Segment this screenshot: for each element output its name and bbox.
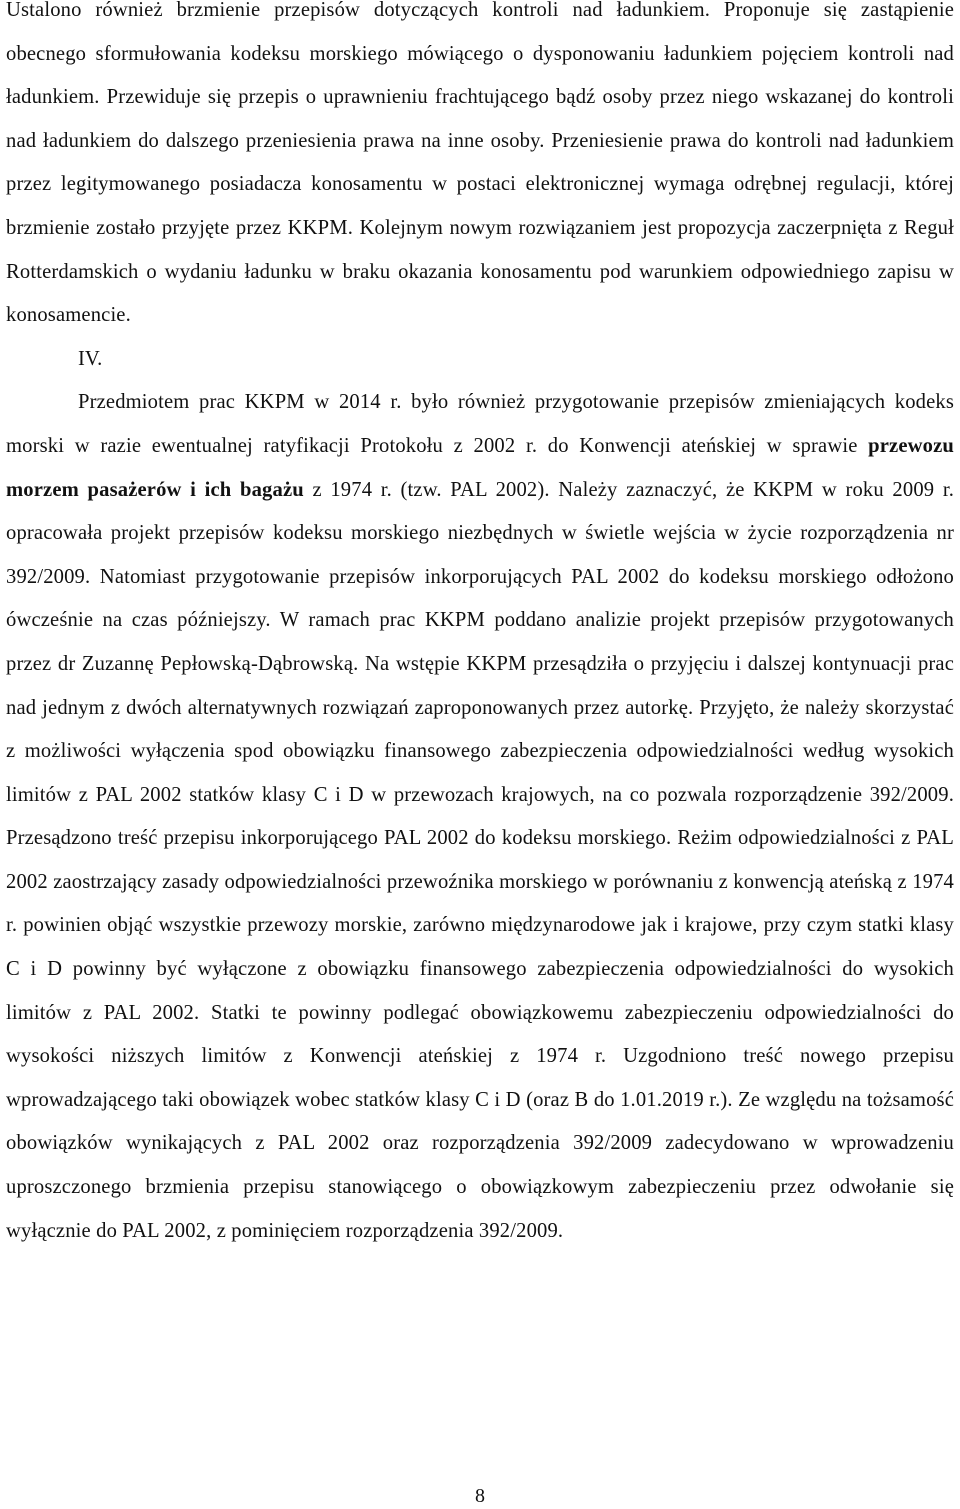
paragraph-pal-2002-rest: z 1974 r. (tzw. PAL 2002). Należy zaznaczyć, że KKPM w roku 2009 r. opracowała projekt przepisów kodeksu morskiego niezbędnych w świetle wejścia w życie rozporządzenia nr 392/2009. Natomiast przygotowanie przepisów inkorporujących PAL 2002 do kodeksu morskiego odłożono ówcześnie na czas późniejszy. W ramach prac KKPM poddano analizie projekt przepisów przygotowanych przez dr Zuzannę Pepłowską-Dąbrowską. Na wstępie KKPM przesądziła o przyjęciu i dalszej kontynuacji prac nad jednym z dwóch alternatywnych rozwiązań zaproponowanych przez autorkę. Przyjęto, że należy skorzystać z możliwości wyłączenia spod obowiązku finansowego zabezpieczenia odpowiedzialności według wysokich limitów z PAL 2002 statków klasy C i D w przewozach krajowych, na co pozwala rozporządzenie 392/2009. Przesądzono treść przepisu inkorporującego PAL 2002 do kodeksu morskiego. Reżim odpowiedzialności z PAL 2002 zaostrzający zasady odpowiedzialności przewoźnika morskiego w porównaniu z konwencją ateńską z 1974 r. powinien objąć wszystkie przewozy morskie, zarówno międzynarodowe jak i krajowe, przy czym statki klasy C i D powinny być wyłączone z obowiązku finansowego zabezpieczenia odpowiedzialności do wysokich limitów z PAL 2002. Statki te powinny podlegać obowiązkowemu zabezpieczeniu odpowiedzialności do wysokości niższych limitów z Konwencji ateńskiej z 1974 r. Uzgodniono treść nowego przepisu wprowadzającego taki obowiązek wobec statków klasy C i D (oraz B do 1.01.2019 r.). Ze względu na tożsamość obowiązków wynikających z PAL 2002 oraz rozporządzenia 392/2009 zadecydowano w wprowadzeniu uproszczonego brzmienia przepisu stanowiącego o obowiązkowym zabezpieczeniu przez odwołanie się wyłącznie do PAL 2002, z pominięciem rozporządzenia 392/2009.: [6, 478, 954, 1242]
paragraph-pal-2002-intro: Przedmiotem prac KKPM w 2014 r. było również przygotowanie przepisów zmieniających kodeks morski w razie ewentualnej ratyfikacji Protokołu z 2002 r. do Konwencji ateńskiej w sprawie: [6, 391, 954, 457]
document-page: [6, 0, 954, 1253]
paragraph-pal-2002-bold-phrase: przewozu morzem pasażerów i ich bagażu: [6, 434, 954, 501]
paragraph-cargo-control: Ustalono również brzmienie przepisów dotyczących kontroli nad ładunkiem. Proponuje się zastąpienie obecnego sformułowania kodeksu morskiego mówiącego o dysponowaniu ładunkiem pojęciem kontroli nad ładunkiem. Przewiduje się przepis o uprawnieniu frachtującego bądź osoby przez niego wskazanej do kontroli nad ładunkiem do dalszego przeniesienia prawa na inne osoby. Przeniesienie prawa do kontroli nad ładunkiem przez legitymowanego posiadacza konosamentu w postaci elektronicznej wymaga odrębnej regulacji, której brzmienie zostało przyjęte przez KKPM. Kolejnym nowym rozwiązaniem jest propozycja zaczerpnięta z Reguł Rotterdamskich o wydaniu ładunku w braku okazania konosamentu pod warunkiem odpowiedniego zapisu w konosamencie.: [6, 0, 954, 327]
paragraph-pal-2002: [6, 381, 954, 1253]
section-heading: IV.: [78, 347, 103, 370]
page-number: 8: [475, 1485, 485, 1507]
